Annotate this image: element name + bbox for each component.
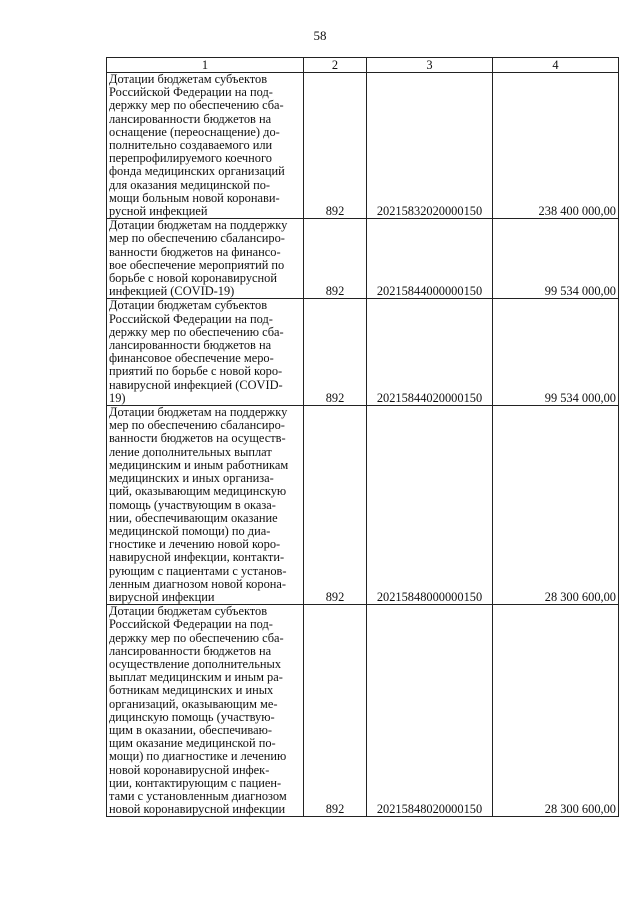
description-line: медицинским и иным работникам [109,458,289,472]
description-line: щим в оказании, обеспечиваю- [109,723,272,737]
description-line: медицинских и иных организа- [109,472,274,486]
description-line: ление дополнительных выплат [109,445,272,459]
description-line: Дотации бюджетам на поддержку [109,219,288,233]
description-line: ботникам медицинских и иных [109,684,274,698]
description-line: ванности бюджетов на финансо- [109,245,281,259]
budget-code-cell: 20215848000000150 [367,406,493,605]
budget-code-cell: 20215844000000150 [367,219,493,299]
description-line: ций, оказывающим медицинскую [109,485,287,499]
admin-code-cell: 892 [304,73,367,219]
description-line: Дотации бюджетам субъектов [109,73,268,86]
description-line: держку мер по обеспечению сба- [109,325,284,339]
description-line: лансированности бюджетов на [109,339,272,353]
description-line: 19) [109,391,126,405]
column-header: 2 [304,58,367,73]
description-line: приятий по борьбе с новой коро- [109,365,283,379]
description-line: ванности бюджетов на осуществ- [109,432,286,446]
description-line: дицинскую помощь (участвую- [109,710,275,724]
description-line: русной инфекцией [109,205,208,219]
column-header: 4 [493,58,619,73]
table-row [107,406,619,605]
table-row [107,73,619,219]
description-line: держку мер по обеспечению сба- [109,99,284,113]
page-number: 58 [313,28,327,43]
admin-code-cell: 892 [304,406,367,605]
description-line: Российской Федерации на под- [109,86,273,100]
budget-code-cell: 20215848020000150 [367,605,493,817]
description-line: ции, контактирующим с пациен- [109,776,282,790]
description-cell [107,605,304,817]
description-line: Российской Федерации на под- [109,312,273,326]
description-line: новой коронавирусной инфекции [109,803,286,817]
description-cell [107,299,304,406]
description-line: выплат медицинским и иным ра- [109,671,283,685]
description-line: щим оказание медицинской по- [109,737,276,751]
amount-cell: 99 534 000,00 [493,219,619,299]
description-line: вое обеспечение мероприятий по [109,258,285,272]
description-line: мер по обеспечению сбалансиро- [109,419,285,433]
description-cell [107,219,304,299]
table-row [107,219,619,299]
description-line: медицинской помощи) по диа- [109,524,271,538]
admin-code-cell: 892 [304,299,367,406]
column-header: 1 [107,58,304,73]
description-line: Российской Федерации на под- [109,618,273,632]
description-line: осуществление дополнительных [109,657,282,671]
table-header-row [107,58,619,73]
column-header: 3 [367,58,493,73]
description-line: навирусной инфекции, контакти- [109,551,285,565]
budget-table [106,57,619,817]
amount-cell: 28 300 600,00 [493,605,619,817]
description-line: перепрофилируемого коечного [109,152,272,166]
description-line: вирусной инфекции [109,590,215,604]
description-line: организаций, оказывающим ме- [109,697,278,711]
description-line: инфекцией (COVID-19) [109,285,235,299]
description-line: помощь (участвующим в оказа- [109,498,276,512]
description-line: финансовое обеспечение меро- [109,352,274,366]
amount-cell: 28 300 600,00 [493,406,619,605]
description-line: Дотации бюджетам на поддержку [109,406,288,420]
description-line: гностике и лечению новой коро- [109,538,281,552]
description-line: борьбе с новой коронавирусной [109,272,277,286]
description-line: навирусной инфекцией (COVID- [109,378,283,392]
table-row [107,605,619,817]
description-line: новой коронавирусной инфек- [109,763,270,777]
description-line: фонда медицинских организаций [109,165,285,179]
budget-code-cell: 20215832020000150 [367,73,493,219]
description-line: оснащение (переоснащение) до- [109,125,280,139]
description-line: лансированности бюджетов на [109,644,272,658]
admin-code-cell: 892 [304,219,367,299]
admin-code-cell: 892 [304,605,367,817]
description-line: лансированности бюджетов на [109,112,272,126]
description-cell [107,73,304,219]
description-line: Дотации бюджетам субъектов [109,299,268,313]
table-row [107,299,619,406]
amount-cell: 99 534 000,00 [493,299,619,406]
description-line: ленным диагнозом новой корона- [109,577,287,591]
description-line: нии, обеспечивающим оказание [109,511,278,525]
description-line: мощи больным новой коронави- [109,191,280,205]
description-line: рующим с пациентами с установ- [109,564,287,578]
description-line: мер по обеспечению сбалансиро- [109,232,285,246]
description-line: мощи) по диагностике и лечению [109,750,287,764]
description-line: Дотации бюджетам субъектов [109,605,268,619]
description-line: держку мер по обеспечению сба- [109,631,284,645]
description-line: тами с установленным диагнозом [109,789,287,803]
description-line: для оказания медицинской по- [109,178,271,192]
amount-cell: 238 400 000,00 [493,73,619,219]
budget-code-cell: 20215844020000150 [367,299,493,406]
description-cell [107,406,304,605]
description-line: полнительно создаваемого или [109,139,273,153]
